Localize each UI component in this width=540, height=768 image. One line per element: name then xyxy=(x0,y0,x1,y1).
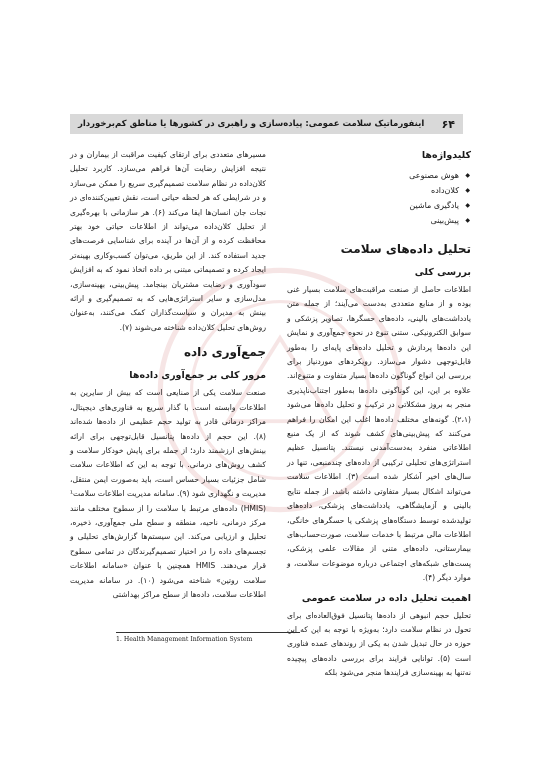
left-column xyxy=(70,148,266,602)
keywords-list xyxy=(287,168,471,228)
section-title-data-collection: جمع‌آوری داده xyxy=(183,345,266,360)
overview-title: بررسی کلی xyxy=(414,267,471,278)
keyword-item: ◆ هوش مصنوعی xyxy=(287,168,459,183)
keyword-item: ◆ پیش‌بینی xyxy=(287,213,459,228)
running-header xyxy=(70,114,463,134)
page-number: ۶۴ xyxy=(441,117,455,131)
subsection-title: مرور کلی بر جمع‌آوری داده‌ها xyxy=(129,370,266,382)
keywords-title: کلیدواژه‌ها xyxy=(421,150,471,161)
section-title-health-data-analysis: تحلیل داده‌های سلامت xyxy=(340,242,471,256)
intro-paragraph: مسیرهای متعددی برای ارتقای کیفیت مراقبت از بیماران و در نتیجه افزایش رضایت آن‌ها فراهم می‌سازد. کاربرد تحلیل کلان‌داده در نظام سلامت تصمیم‌گیری سریع را ممکن می‌سازد و در شرایطی که هر لحظه حیاتی است، نقش تعیین‌کننده‌ای در نجات جان انسان‌ها ایفا می‌کند (۶). هر سازمانی با بهره‌گیری از تحلیل کلان‌داده می‌تواند از اطلاعات حیاتی خود بهتر محافظت کرده و از آن‌ها در آینده برای شناسایی فرصت‌های جدید استفاده کند. از این طریق، می‌توان کسب‌وکاری بهینه‌تر ایجاد کرده و تصمیماتی مبتنی بر داده اتخاذ نمود که به افزایش سودآوری و رضایت مشتریان بینجامد. پیش‌بینی، بهینه‌سازی، مدل‌سازی و سایر استراتژی‌هایی که به تصمیم‌گیری و ارائه بینش به مدیران و سیاست‌گذاران کمک می‌کنند، به‌عنوان روش‌های تحلیل کلان‌داده شناخته می‌شوند (۷). xyxy=(70,150,266,332)
keyword-item: ◆ کلان‌داده xyxy=(287,183,459,198)
importance-paragraph: تحلیل حجم انبوهی از داده‌ها پتانسیل فوق‌العاده‌ای برای تحول در نظام سلامت دارد؛ به‌ویژه با توجه به این که این حوزه در حال تبدیل شدن به یکی از روندهای عمده فناوری است (۵). توانایی فرایند برای بررسی داده‌های پیچیده نه‌تنها به بهینه‌سازی فرایندها منجر می‌شود بلکه xyxy=(287,610,471,678)
footnote: 1. Health Management Information System xyxy=(116,636,253,643)
importance-title: اهمیت تحلیل داده در سلامت عمومی xyxy=(301,592,471,604)
footnote-rule xyxy=(116,632,300,633)
right-column xyxy=(287,148,471,681)
keyword-item: ◆ یادگیری ماشین xyxy=(287,198,459,213)
running-title: اینفورماتیک سلامت عمومی: پیاده‌سازی و راهبری در کشورها یا مناطق کم‌برخوردار xyxy=(78,119,425,129)
overview-paragraph: اطلاعات حاصل از صنعت مراقبت‌های سلامت بسیار غنی بوده و از منابع متعددی به‌دست می‌آیند؛ از جمله متن یادداشت‌های بالینی، داده‌های حسگرها، تصاویر پزشکی و سوابق الکترونیکی. ستنی تنوع در نحوه جمع‌آوری و نمایش این داده‌ها پردازش و تحلیل داده‌های پایه‌ای را به‌طور قابل‌توجهی دشوار می‌سازد. رویکردهای موردنیاز برای بررسی این انواع گوناگون داده‌ها بسیار متفاوت و متنوع‌اند. علاوه بر این، این گوناگونی داده‌ها به‌طور اجتناب‌ناپذیری منجر به بروز مشکلاتی در ترکیب و تحلیل داده‌ها می‌شود (۲،۱). گونه‌های مختلف داده‌ها اغلب این امکان را فراهم می‌کنند که پیش‌بینی‌های کشف شوند که از یک منبع اطلاعاتی منفرد به‌دست‌آمدنی نیستند. پتانسیل عظیم استراتژی‌های تحلیلی ترکیبی از داده‌های چندمنبعی، تنها در سال‌های اخیر آشکار شده است (۳). اطلاعات سلامت می‌تواند اشکال بسیار متفاوتی داشته باشد، از جمله نتایج بالینی و آزمایشگاهی، یادداشت‌های پزشکی، داده‌های تولیدشده توسط دستگاه‌های پزشکی یا حسگرهای خانگی، اطلاعات مالی مرتبط با خدمات سلامت، صورت‌حساب‌های بیمارستانی، داده‌های متنی از مقالات علمی پزشکی، پست‌های شبکه‌های اجتماعی درباره موضوعات سلامت، و موارد دیگر (۴). xyxy=(287,285,471,583)
data-collection-paragraph: صنعت سلامت یکی از صنایعی است که بیش از سایرین به اطلاعات وابسته است. با گذار سریع به فناوری‌های دیجیتال، مراکز درمانی قادر به تولید حجم عظیمی از داده‌ها شده‌اند (۸). این حجم از داده‌ها پتانسیل قابل‌توجهی برای ارائه بینش‌های ارزشمند دارد؛ از جمله برای پایش خودکار سلامت و کشف روش‌های درمانی. با توجه به این که اطلاعات سلامت شامل جزئیات بسیار حساس است، باید به‌صورت ایمن منتقل، مدیریت و نگهداری شود (۹). سامانه مدیریت اطلاعات سلامت¹ (HMIS) داده‌های مرتبط با سلامت را از سطوح مختلف مانند مرکز درمانی، ناحیه، منطقه و سطح ملی جمع‌آوری، ذخیره، تحلیل و ارزیابی می‌کند. این سیستم‌ها گزارش‌های تحلیلی و تجسم‌های داده را در اختیار تصمیم‌گیرندگان در تمامی سطوح قرار می‌دهند. HMIS همچنین با عنوان «سامانه اطلاعات سلامت روتین» شناخته می‌شود (۱۰). در سامانه مدیریت اطلاعات سلامت، داده‌ها از سطح مراکز بهداشتی xyxy=(70,388,267,599)
